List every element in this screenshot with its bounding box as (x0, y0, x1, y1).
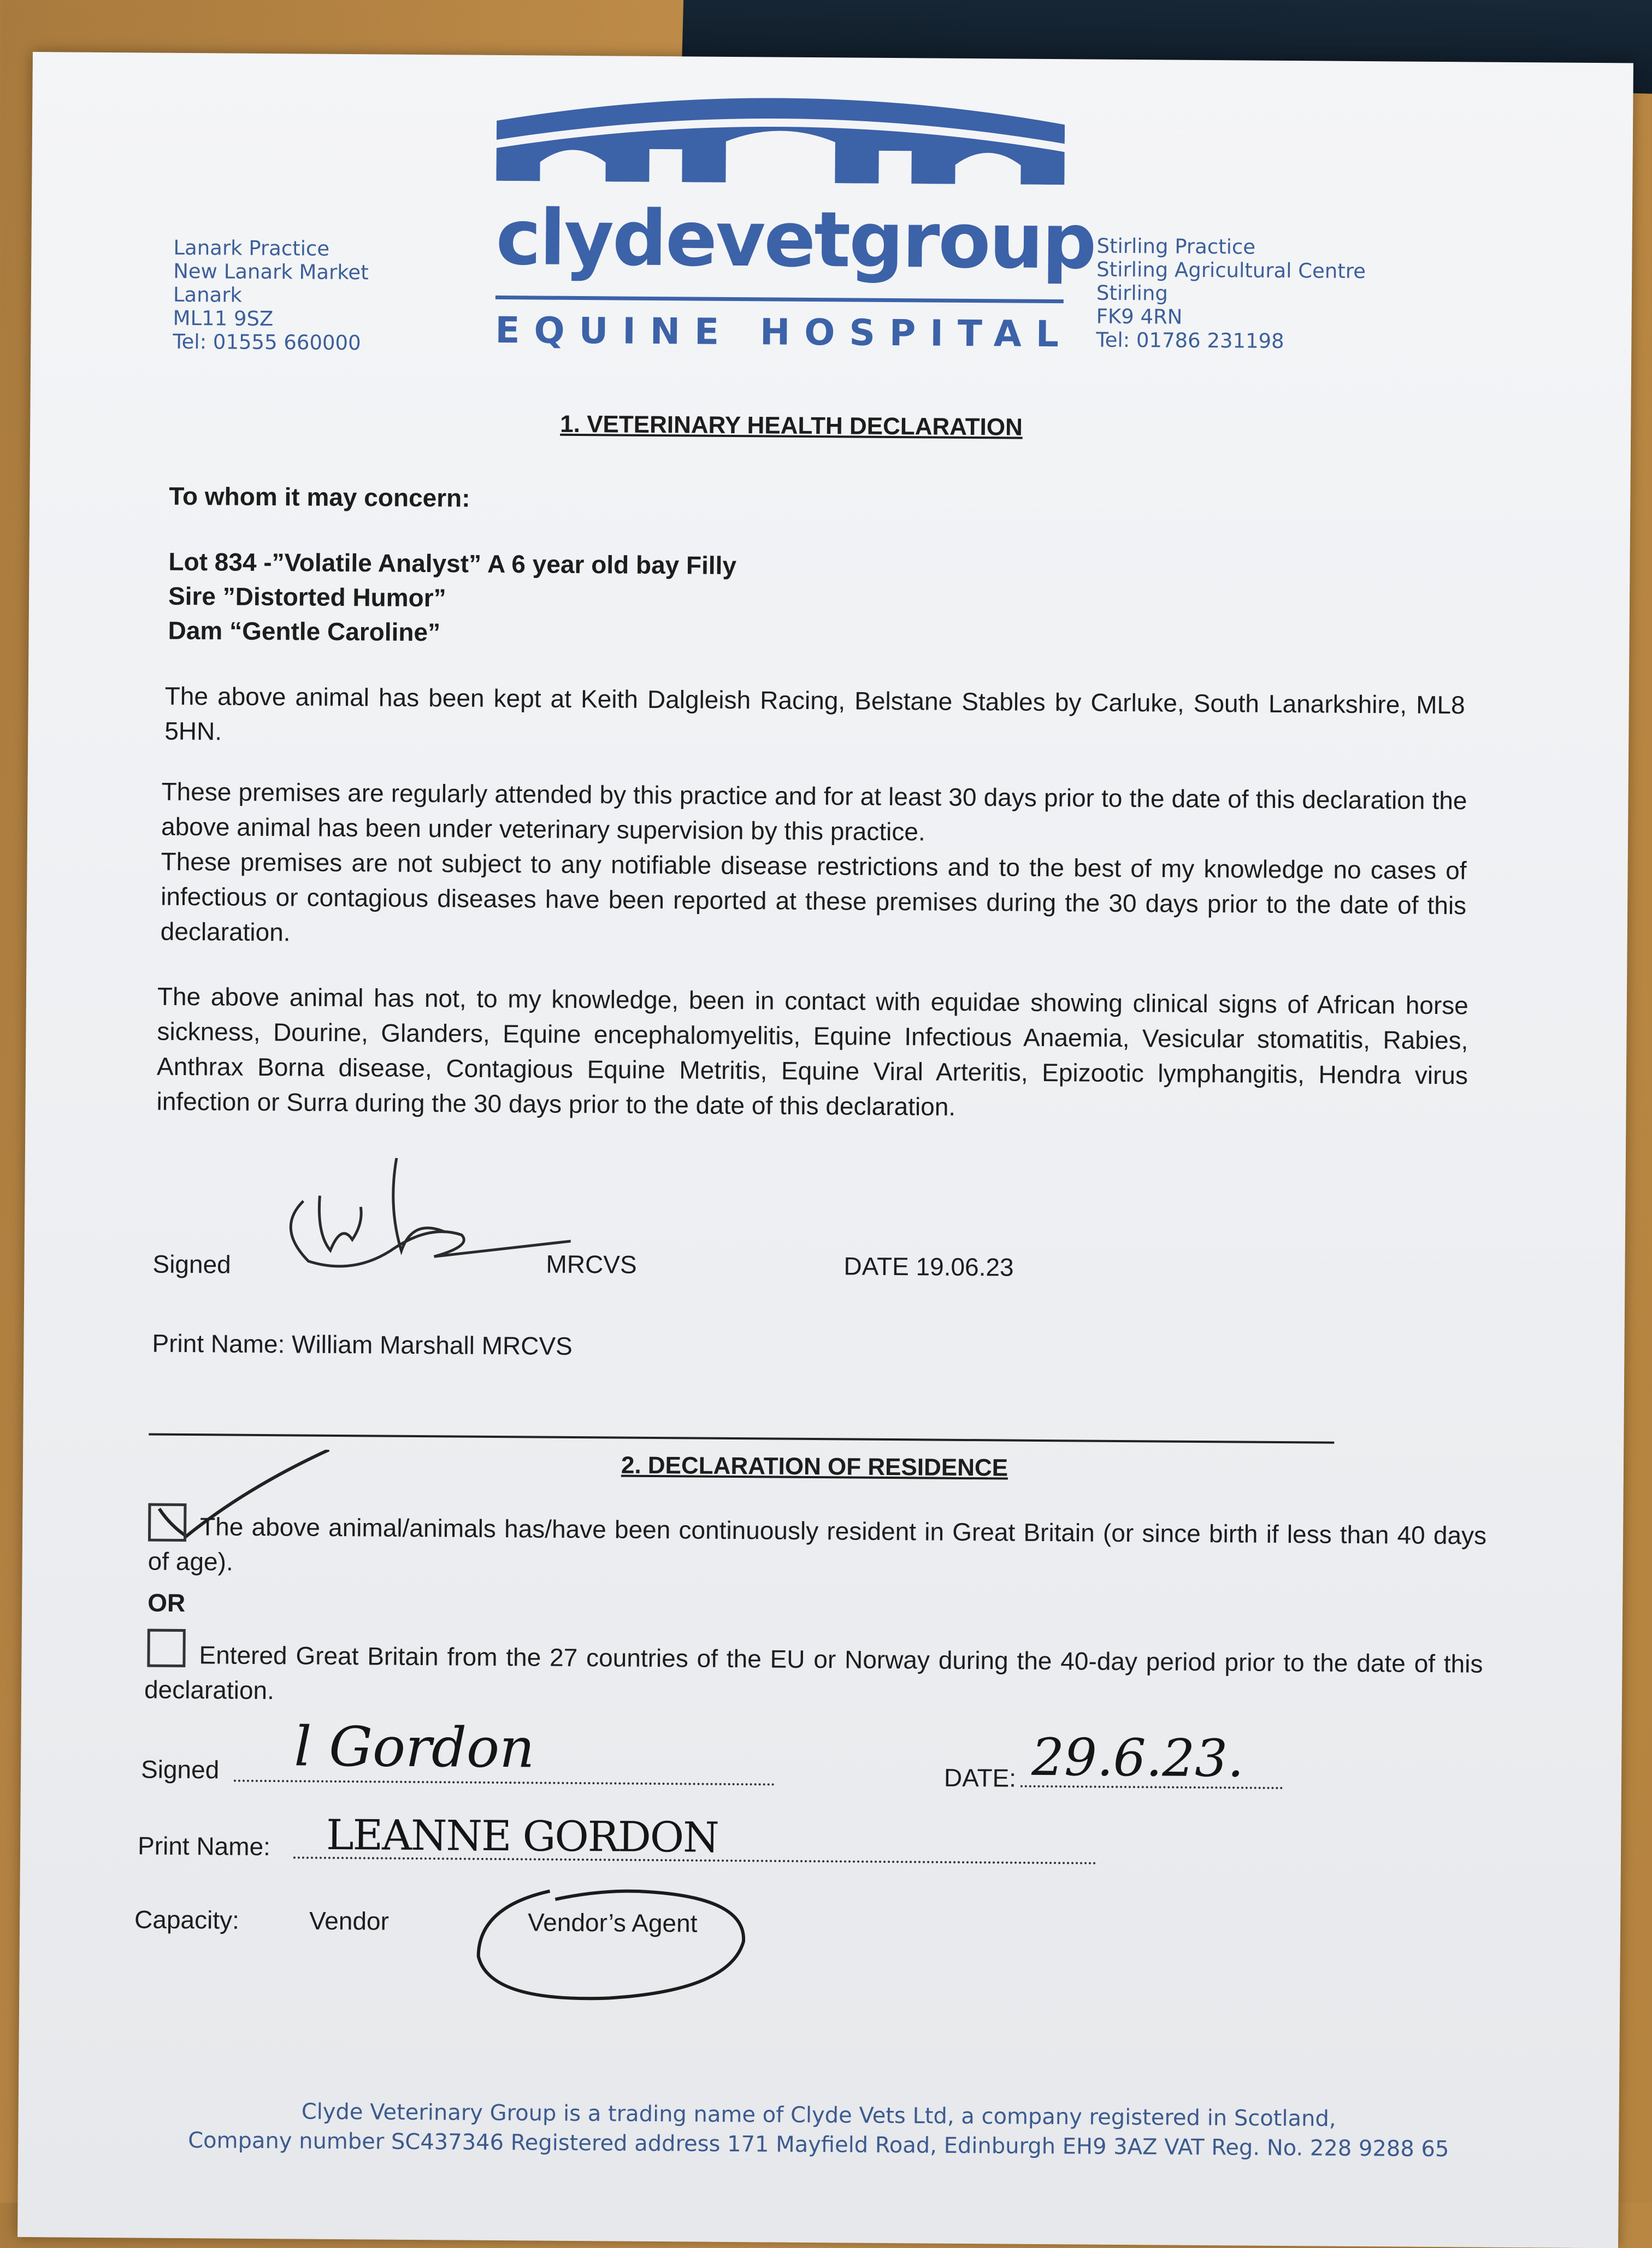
lot-line: Lot 834 -”Volatile Analyst” A 6 year old bay Filly (168, 547, 737, 580)
lanark-line: Lanark Practice (173, 235, 330, 261)
section1-heading: 1. VETERINARY HEALTH DECLARATION (560, 410, 1023, 441)
owner-signature[interactable]: l Gordon (293, 1714, 535, 1780)
bridge-logo-icon (496, 88, 1065, 185)
owner-print-label: Print Name: (137, 1831, 271, 1861)
mrcvs-label: MRCVS (546, 1249, 637, 1279)
logo-rule (495, 296, 1064, 303)
stirling-address (1096, 234, 1366, 353)
footer-line-1: Clyde Veterinary Group is a trading name of Clyde Vets Ltd, a company registered in Scotland, (301, 2099, 1336, 2132)
stirling-line: Stirling Practice (1096, 234, 1256, 259)
brand-subtitle: EQUINE HOSPITAL (495, 309, 1073, 356)
para-premises: The above animal has been kept at Keith Dalgleish Racing, Belstane Stables by Carluke, South Lanarkshire, ML8 5HN. (164, 681, 1465, 746)
stirling-line: Stirling Agricultural Centre (1096, 257, 1366, 284)
owner-date-label: DATE: (943, 1763, 1017, 1792)
para-restrictions: These premises are not subject to any notifiable disease restrictions and to the best of my knowledge no cases of infectious or contagious diseases have been reported at these premises during the 30 days prior to the date of this declaration. (160, 847, 1467, 947)
stirling-line: Stirling (1096, 281, 1169, 305)
vet-print-name: Print Name: William Marshall MRCVS (152, 1329, 573, 1360)
owner-date-value[interactable]: 29.6.23. (1031, 1727, 1244, 1789)
section2-heading: 2. DECLARATION OF RESIDENCE (621, 1452, 1008, 1482)
capacity-vendors-agent[interactable]: Vendor’s Agent (527, 1908, 698, 1938)
brand-wordmark: clydevetgroup (495, 193, 1096, 287)
lanark-line: Lanark (173, 282, 243, 307)
capacity-label: Capacity: (134, 1905, 240, 1934)
vet-date: DATE 19.06.23 (843, 1252, 1014, 1282)
option-resident: The above animal/animals has/have been continuously resident in Great Britain (or since birth if less than 40 days of age). (148, 1512, 1487, 1576)
lanark-address (173, 236, 369, 355)
lanark-line: ML11 9SZ (173, 306, 274, 331)
selection-circle-icon (467, 1874, 752, 2008)
stirling-line: Tel: 01786 231198 (1096, 328, 1284, 353)
lanark-line: New Lanark Market (173, 259, 369, 285)
footer-line-2: Company number SC437346 Registered address 171 Mayfield Road, Edinburgh EH9 3AZ VAT Reg. No. 228 9288 65 (188, 2128, 1449, 2162)
vet-signed-label: Signed (152, 1249, 231, 1279)
para-diseases: The above animal has not, to my knowledge, been in contact with equidae showing clinical signs of African horse sickness, Dourine, Glanders, Equine encephalomyelitis, Equine Infectious Anaemia, Vesicular stomatitis, Rabies, Anthrax Borna disease, Contagious Equine Metritis, Equine Viral Arteritis, Epizootic lymphangitis, Hendra virus infection or Surra during the 30 days prior to the date of this declaration. (156, 982, 1469, 1121)
capacity-vendor[interactable]: Vendor (309, 1906, 390, 1936)
or-label: OR (148, 1588, 186, 1618)
signature-line (234, 1780, 775, 1786)
sire-line: Sire ”Distorted Humor” (168, 581, 446, 612)
lanark-line: Tel: 01555 660000 (173, 329, 361, 355)
option-eu-entry: Entered Great Britain from the 27 countries of the EU or Norway during the 40-day period prior to the date of this declaration. (144, 1641, 1483, 1705)
salutation: To whom it may concern: (169, 481, 470, 512)
dam-line: Dam “Gentle Caroline” (168, 616, 441, 647)
stirling-line: FK9 4RN (1096, 304, 1183, 329)
vet-signature-icon (264, 1157, 571, 1274)
owner-signed-label: Signed (140, 1755, 220, 1784)
section-divider (149, 1433, 1334, 1444)
owner-print-value[interactable]: LEANNE GORDON (326, 1810, 718, 1862)
para-supervision: These premises are regularly attended by this practice and for at least 30 days prior to the date of this declaration the above animal has been under veterinary supervision by this practice. (161, 777, 1467, 846)
document-page (17, 52, 1633, 2248)
